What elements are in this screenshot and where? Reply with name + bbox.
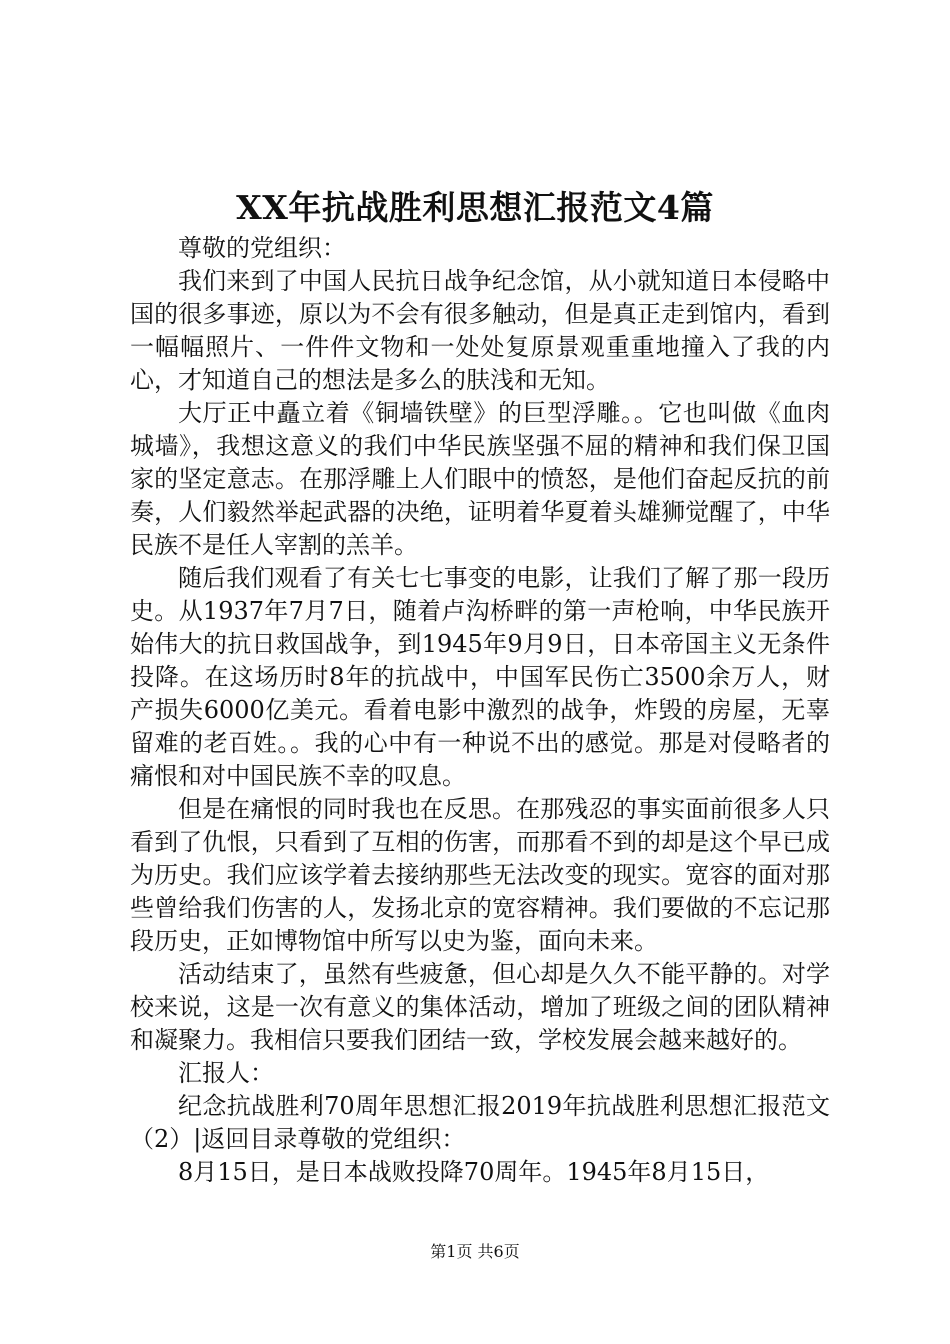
paragraph-2: 大厅正中矗立着《铜墙铁壁》的巨型浮雕。。它也叫做《血肉城墙》，我想这意义的我们中华民族坚强不屈的精神和我们保卫国家的坚定意志。在那浮雕上人们眼中的愤怒，是他们奋起反抗的前奏，人们毅然举起武器的决绝，证明着华夏着头雄狮觉醒了，中华民族不是任人宰割的羔羊。 [130, 399, 830, 559]
document-body [130, 232, 830, 1189]
paragraph-4: 但是在痛恨的同时我也在反思。在那残忍的事实面前很多人只看到了仇恨，只看到了互相的伤害，而那看不到的却是这个早已成为历史。我们应该学着去接纳那些无法改变的现实。宽容的面对那些曾给我们伤害的人，发扬北京的宽容精神。我们要做的不忘记那段历史，正如博物馆中所写以史为鉴，面向未来。 [130, 795, 830, 955]
reporter-line: 汇报人： [178, 1059, 274, 1087]
paragraph-5: 活动结束了，虽然有些疲惫，但心却是久久不能平静的。对学校来说，这是一次有意义的集体活动，增加了班级之间的团队精神和凝聚力。我相信只要我们团结一致，学校发展会越来越好的。 [130, 960, 830, 1054]
salutation: 尊敬的党组织： [178, 234, 346, 262]
paragraph-3: 随后我们观看了有关七七事变的电影，让我们了解了那一段历史。从1937年7月7日，随着卢沟桥畔的第一声枪响，中华民族开始伟大的抗日救国战争，到1945年9月9日，日本帝国主义无条件投降。在这场历时8年的抗战中，中国军民伤亡3500余万人，财产损失6000亿美元。看着电影中激烈的战争，炸毁的房屋，无辜留难的老百姓。。我的心中有一种说不出的感觉。那是对侵略者的痛恨和对中国民族不幸的叹息。 [130, 564, 830, 790]
paragraph-8: 8月15日，是日本战败投降70周年。1945年8月15日， [178, 1158, 770, 1186]
paragraph-1: 我们来到了中国人民抗日战争纪念馆，从小就知道日本侵略中国的很多事迹，原以为不会有很多触动，但是真正走到馆内，看到一幅幅照片、一件件文物和一处处复原景观重重地撞入了我的内心，才知道自己的想法是多么的肤浅和无知。 [130, 267, 830, 394]
paragraph-7: 纪念抗战胜利70周年思想汇报2019年抗战胜利思想汇报范文（2）|返回目录尊敬的党组织： [130, 1092, 830, 1153]
page-footer: 第1页 共6页 [430, 1242, 520, 1261]
document-title: XX年抗战胜利思想汇报范文4篇 [236, 188, 714, 227]
